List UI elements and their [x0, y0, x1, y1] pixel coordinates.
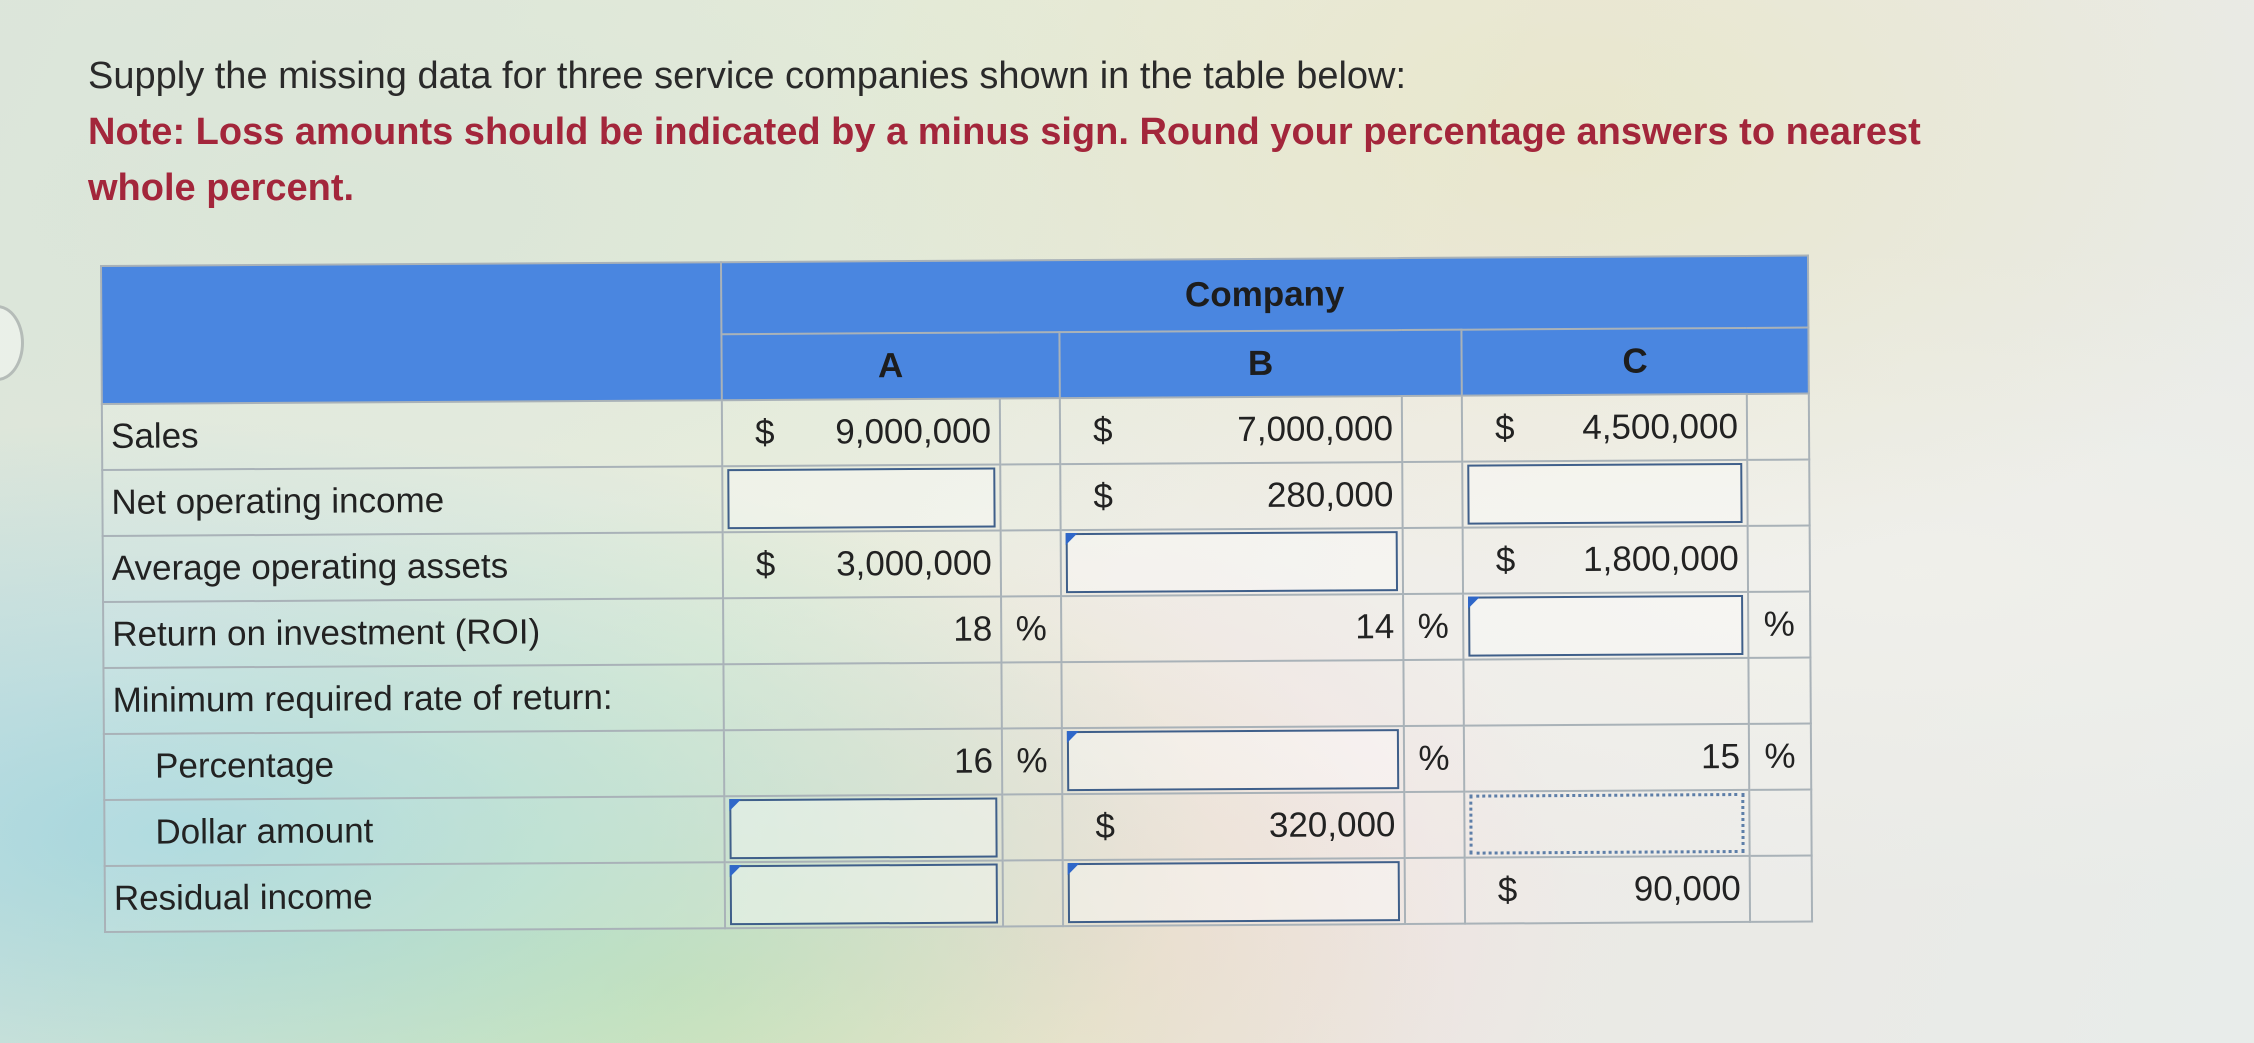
- percentage-b-cell: [1062, 726, 1404, 794]
- sales-c-value: 4,500,000: [1582, 406, 1739, 447]
- dollar-sign: $: [754, 412, 775, 453]
- table-row-noi: [102, 460, 1809, 536]
- instructions: [88, 48, 2038, 216]
- percent-sign: %: [1749, 724, 1811, 790]
- percent-sign: %: [1748, 592, 1810, 658]
- residual-a-input[interactable]: [730, 864, 998, 926]
- table-row-dollar-amount: [104, 790, 1811, 866]
- dollar-sign: $: [1495, 540, 1516, 580]
- table-row-percentage: [104, 724, 1811, 800]
- noi-a-input[interactable]: [727, 468, 995, 530]
- dollar-c-cell: [1464, 790, 1749, 858]
- percentage-a-value: 16: [724, 728, 1002, 796]
- roi-a-value: 18: [723, 597, 1001, 665]
- dollar-sign: $: [1095, 806, 1116, 846]
- percent-sign: %: [1001, 596, 1061, 662]
- residual-a-cell: [725, 860, 1003, 928]
- instructions-note: Note: Loss amounts should be indicated by a minus sign. Round your percentage answers to nearest whole percent.: [88, 111, 1921, 209]
- table-row-min-rate: [103, 658, 1810, 734]
- assets-b-cell: [1061, 528, 1403, 596]
- header-blank: [101, 262, 722, 404]
- assets-b-input[interactable]: [1066, 531, 1398, 593]
- row-label-min-rate: Minimum required rate of return:: [103, 664, 723, 734]
- data-table-wrapper: [100, 255, 1813, 933]
- residual-b-cell: [1063, 858, 1405, 926]
- sales-a-value: 9,000,000: [835, 411, 992, 452]
- assets-c-value: 1,800,000: [1582, 538, 1739, 579]
- dollar-b: [1062, 792, 1404, 860]
- noi-b: [1060, 462, 1402, 530]
- noi-c-input[interactable]: [1467, 463, 1742, 525]
- dollar-b-value: 320,000: [1268, 805, 1396, 845]
- assets-a: [723, 531, 1001, 599]
- sales-b-value: 7,000,000: [1237, 409, 1394, 450]
- percentage-c-value: 15: [1464, 724, 1749, 792]
- noi-b-value: 280,000: [1266, 475, 1394, 515]
- roi-b-value: 14: [1061, 594, 1403, 662]
- dollar-sign: $: [1494, 408, 1515, 448]
- row-label-roi: Return on investment (ROI): [103, 598, 723, 668]
- sales-c: [1462, 394, 1747, 462]
- page-edge-mark: [0, 305, 24, 381]
- roi-c-input[interactable]: [1468, 595, 1743, 657]
- residual-b-input[interactable]: [1068, 861, 1400, 923]
- sales-b: [1060, 396, 1402, 464]
- company-group-header: Company: [721, 256, 1808, 335]
- row-label-percentage: Percentage: [104, 730, 724, 800]
- table-row-assets: [103, 526, 1810, 602]
- row-label-dollar-amount: Dollar amount: [104, 796, 724, 866]
- table-row-sales: [102, 394, 1809, 470]
- row-label-noi: Net operating income: [102, 466, 722, 536]
- residual-c: [1465, 856, 1750, 924]
- percent-sign: %: [1403, 594, 1463, 660]
- dollar-a-input[interactable]: [729, 798, 997, 860]
- dollar-a-cell: [724, 794, 1002, 862]
- row-label-residual: Residual income: [105, 862, 725, 932]
- dollar-c-input[interactable]: [1469, 793, 1744, 855]
- table-row-residual: [105, 856, 1812, 932]
- company-c-header: C: [1461, 328, 1808, 396]
- company-a-header: A: [721, 332, 1059, 400]
- roi-c-cell: [1463, 592, 1748, 660]
- row-label-sales: Sales: [102, 400, 722, 470]
- assets-a-value: 3,000,000: [836, 543, 992, 584]
- table-row-roi: [103, 592, 1810, 668]
- dollar-sign: $: [1092, 410, 1113, 450]
- percentage-b-input[interactable]: [1067, 729, 1399, 791]
- instructions-lead: Supply the missing data for three service companies shown in the table below:: [88, 55, 1407, 97]
- noi-c-cell: [1462, 460, 1747, 528]
- percent-sign: %: [1002, 728, 1062, 794]
- dollar-sign: $: [755, 544, 776, 584]
- dollar-sign: $: [1093, 476, 1114, 516]
- noi-a-cell: [722, 465, 1000, 533]
- residual-c-value: 90,000: [1633, 868, 1741, 909]
- company-data-table: [100, 255, 1813, 933]
- dollar-sign: $: [1497, 870, 1518, 910]
- percent-sign: %: [1404, 726, 1464, 792]
- assets-c: [1463, 526, 1748, 594]
- row-label-assets: Average operating assets: [103, 532, 723, 602]
- sales-a: [722, 399, 1000, 467]
- company-b-header: B: [1059, 330, 1461, 398]
